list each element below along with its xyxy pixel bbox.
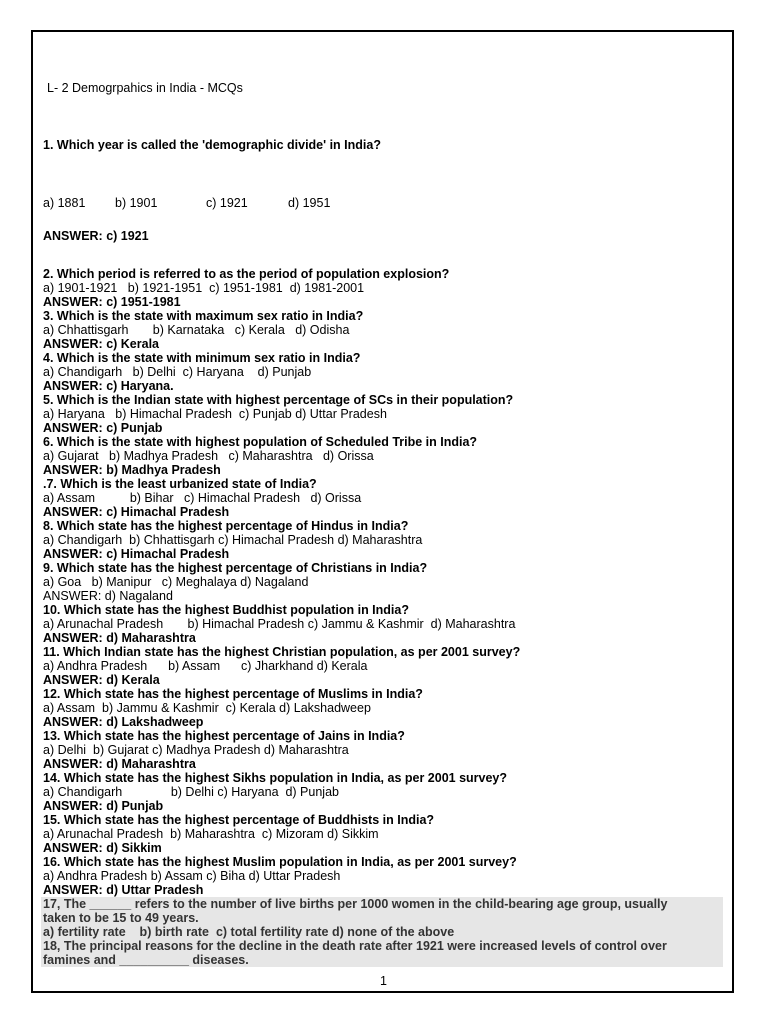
highlighted-line: taken to be 15 to 49 years.	[43, 911, 199, 925]
answer-line: ANSWER: d) Kerala	[43, 673, 160, 687]
question-line: 12. Which state has the highest percentage of Muslims in India?	[43, 687, 423, 701]
answer-line: ANSWER: c) Haryana.	[43, 379, 174, 393]
options-line: a) Chandigarh b) Chhattisgarh c) Himachal Pradesh d) Maharashtra	[43, 533, 423, 547]
q1-option-d: d) 1951	[288, 196, 331, 210]
question-line: 13. Which state has the highest percentage of Jains in India?	[43, 729, 405, 743]
options-line: a) Chandigarh b) Delhi c) Haryana d) Punjab	[43, 785, 339, 799]
highlighted-line: 17, The ______ refers to the number of live births per 1000 women in the child-bearing age group, usually	[43, 897, 668, 911]
question-line: 3. Which is the state with maximum sex ratio in India?	[43, 309, 364, 323]
options-line: a) Andhra Pradesh b) Assam c) Jharkhand d) Kerala	[43, 659, 368, 673]
answer-line: ANSWER: c) 1951-1981	[43, 295, 181, 309]
answer-line: ANSWER: d) Punjab	[43, 799, 164, 813]
answer-line: ANSWER: d) Sikkim	[43, 841, 162, 855]
answer-line: ANSWER: b) Madhya Pradesh	[43, 463, 221, 477]
question-line: 4. Which is the state with minimum sex ratio in India?	[43, 351, 361, 365]
options-line: a) Delhi b) Gujarat c) Madhya Pradesh d) Maharashtra	[43, 743, 349, 757]
question-line: 9. Which state has the highest percentage of Christians in India?	[43, 561, 428, 575]
options-line: a) Assam b) Bihar c) Himachal Pradesh d) Orissa	[43, 491, 362, 505]
q1-option-b: b) 1901	[115, 196, 158, 210]
question-line: 16. Which state has the highest Muslim population in India, as per 2001 survey?	[43, 855, 517, 869]
answer-line: ANSWER: c) Himachal Pradesh	[43, 547, 230, 561]
question-1-answer: ANSWER: c) 1921	[43, 229, 149, 243]
page-number: 1	[380, 974, 387, 988]
question-1: 1. Which year is called the 'demographic divide' in India?	[43, 138, 381, 152]
question-1-options	[43, 196, 330, 210]
highlighted-line: famines and __________ diseases.	[43, 953, 249, 967]
answer-line: ANSWER: d) Maharashtra	[43, 631, 196, 645]
answer-line: ANSWER: c) Punjab	[43, 421, 163, 435]
question-line: 10. Which state has the highest Buddhist population in India?	[43, 603, 409, 617]
options-line: a) Chandigarh b) Delhi c) Haryana d) Punjab	[43, 365, 312, 379]
highlighted-line: 18, The principal reasons for the decline in the death rate after 1921 were increased levels of control over	[43, 939, 667, 953]
options-line: a) Arunachal Pradesh b) Himachal Pradesh c) Jammu & Kashmir d) Maharashtra	[43, 617, 516, 631]
highlighted-questions	[43, 897, 721, 967]
question-line: 11. Which Indian state has the highest Christian population, as per 2001 survey?	[43, 645, 521, 659]
question-line: 8. Which state has the highest percentage of Hindus in India?	[43, 519, 409, 533]
options-line: a) Gujarat b) Madhya Pradesh c) Maharashtra d) Orissa	[43, 449, 374, 463]
answer-line: ANSWER: d) Uttar Pradesh	[43, 883, 204, 897]
options-line: a) Assam b) Jammu & Kashmir c) Kerala d) Lakshadweep	[43, 701, 371, 715]
options-line: a) Haryana b) Himachal Pradesh c) Punjab d) Uttar Pradesh	[43, 407, 387, 421]
options-line: a) 1901-1921 b) 1921-1951 c) 1951-1981 d) 1981-2001	[43, 281, 365, 295]
answer-line: ANSWER: c) Kerala	[43, 337, 159, 351]
options-line: a) Chhattisgarh b) Karnataka c) Kerala d) Odisha	[43, 323, 350, 337]
question-line: 15. Which state has the highest percentage of Buddhists in India?	[43, 813, 435, 827]
answer-line: ANSWER: d) Nagaland	[43, 589, 173, 603]
question-line: 5. Which is the Indian state with highest percentage of SCs in their population?	[43, 393, 514, 407]
question-line: 14. Which state has the highest Sikhs population in India, as per 2001 survey?	[43, 771, 508, 785]
question-line: 2. Which period is referred to as the period of population explosion?	[43, 267, 450, 281]
question-line: 6. Which is the state with highest population of Scheduled Tribe in India?	[43, 435, 478, 449]
question-list	[43, 267, 723, 897]
options-line: a) Arunachal Pradesh b) Maharashtra c) Mizoram d) Sikkim	[43, 827, 379, 841]
q1-option-c: c) 1921	[206, 196, 248, 210]
answer-line: ANSWER: d) Lakshadweep	[43, 715, 204, 729]
document-title: L- 2 Demogrpahics in India - MCQs	[47, 81, 243, 95]
question-line: .7. Which is the least urbanized state of India?	[43, 477, 317, 491]
answer-line: ANSWER: d) Maharashtra	[43, 757, 196, 771]
answer-line: ANSWER: c) Himachal Pradesh	[43, 505, 230, 519]
options-line: a) Goa b) Manipur c) Meghalaya d) Nagaland	[43, 575, 309, 589]
highlighted-line: a) fertility rate b) birth rate c) total fertility rate d) none of the above	[43, 925, 455, 939]
options-line: a) Andhra Pradesh b) Assam c) Biha d) Uttar Pradesh	[43, 869, 341, 883]
q1-option-a: a) 1881	[43, 196, 86, 210]
